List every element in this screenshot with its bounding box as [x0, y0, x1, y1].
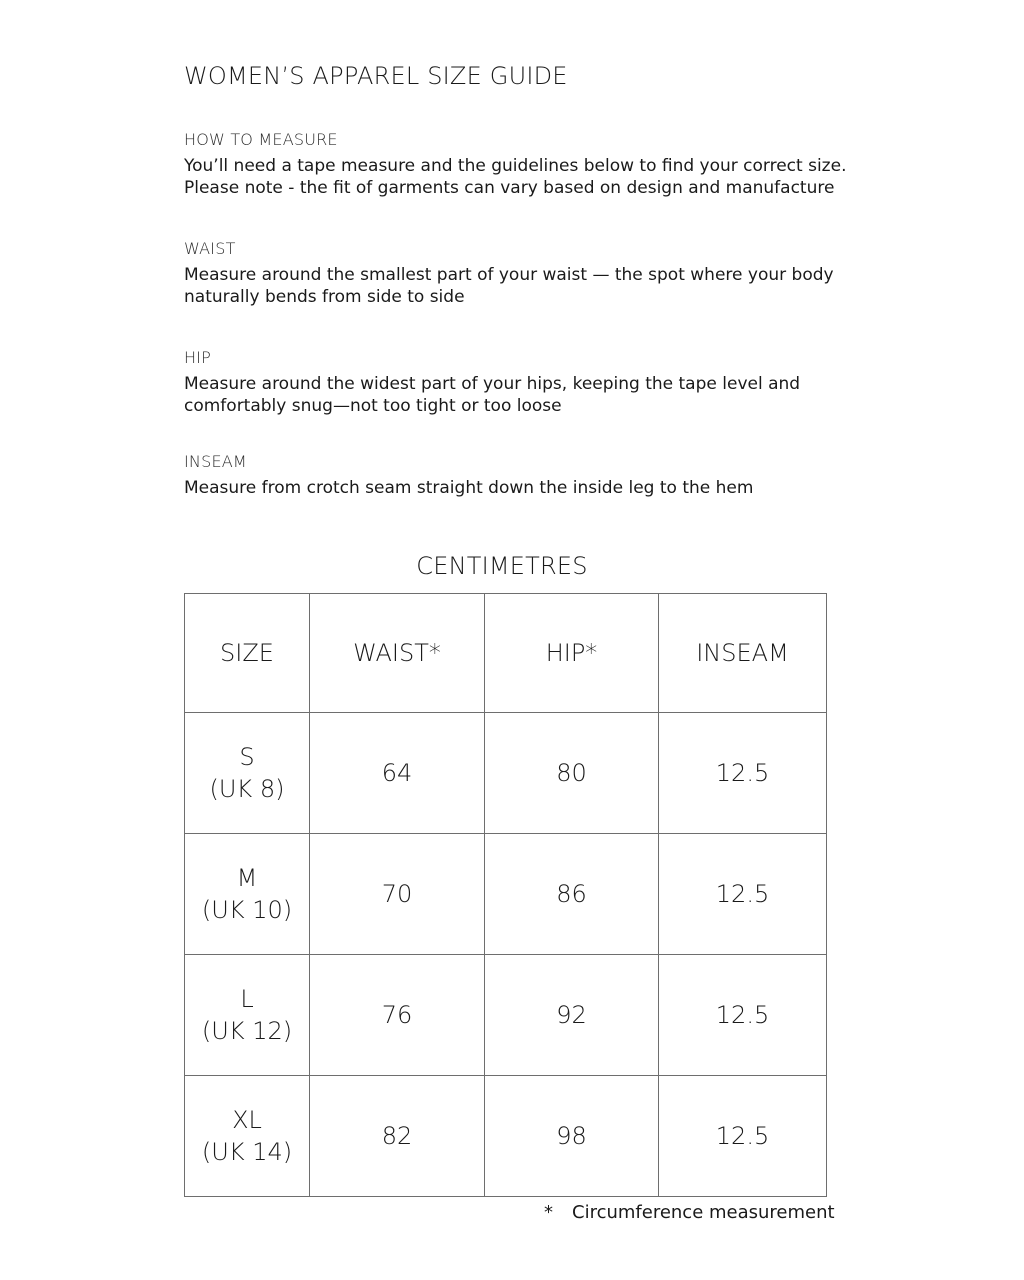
section-body — [184, 477, 864, 499]
size-cell — [185, 1076, 310, 1197]
size-label: S — [239, 743, 255, 771]
size-label: L — [240, 985, 254, 1013]
size-cell — [185, 713, 310, 834]
table-header-row — [185, 594, 827, 713]
body-line: Measure from crotch seam straight down the inside leg to the hem — [184, 478, 754, 498]
inseam-cell: 12.5 — [659, 834, 827, 955]
section-heading: HOW TO MEASURE — [184, 130, 338, 149]
section-body — [184, 264, 864, 308]
footnote-marker: * — [544, 1202, 553, 1223]
body-line: naturally bends from side to side — [184, 287, 465, 307]
section-heading: WAIST — [184, 239, 236, 258]
size-cell — [185, 955, 310, 1076]
section-waist — [184, 239, 864, 308]
size-table — [184, 593, 827, 1197]
body-line: Please note - the fit of garments can vary based on design and manufacture — [184, 178, 835, 198]
uk-size-label: (UK 8) — [209, 775, 285, 803]
section-inseam — [184, 452, 864, 499]
section-how-to-measure — [184, 130, 864, 199]
waist-cell: 64 — [310, 713, 485, 834]
body-line: comfortably snug—not too tight or too loose — [184, 396, 562, 416]
inseam-cell: 12.5 — [659, 955, 827, 1076]
inseam-cell: 12.5 — [659, 713, 827, 834]
table-row — [185, 834, 827, 955]
inseam-cell: 12.5 — [659, 1076, 827, 1197]
section-body — [184, 155, 864, 199]
table-row — [185, 1076, 827, 1197]
body-line: You’ll need a tape measure and the guidelines below to find your correct size. — [184, 156, 847, 176]
page-title: WOMEN’S APPAREL SIZE GUIDE — [184, 62, 568, 90]
section-heading: INSEAM — [184, 452, 247, 471]
waist-cell: 70 — [310, 834, 485, 955]
waist-cell: 82 — [310, 1076, 485, 1197]
body-line: Measure around the smallest part of your waist — the spot where your body — [184, 265, 834, 285]
footnote-text: Circumference measurement — [572, 1202, 835, 1223]
section-hip — [184, 348, 864, 417]
header-size: SIZE — [185, 594, 310, 713]
section-heading: HIP — [184, 348, 211, 367]
uk-size-label: (UK 12) — [201, 1017, 293, 1045]
hip-cell: 86 — [485, 834, 659, 955]
waist-cell: 76 — [310, 955, 485, 1076]
uk-size-label: (UK 14) — [201, 1138, 293, 1166]
table-row — [185, 955, 827, 1076]
uk-size-label: (UK 10) — [201, 896, 293, 924]
section-body — [184, 373, 864, 417]
header-hip: HIP* — [485, 594, 659, 713]
footnote — [544, 1202, 835, 1223]
size-cell — [185, 834, 310, 955]
size-label: XL — [232, 1106, 262, 1134]
body-line: Measure around the widest part of your hips, keeping the tape level and — [184, 374, 801, 394]
hip-cell: 92 — [485, 955, 659, 1076]
header-waist: WAIST* — [310, 594, 485, 713]
hip-cell: 80 — [485, 713, 659, 834]
table-row — [185, 713, 827, 834]
size-label: M — [236, 864, 258, 892]
hip-cell: 98 — [485, 1076, 659, 1197]
header-inseam: INSEAM — [659, 594, 827, 713]
table-title: CENTIMETRES — [416, 552, 588, 580]
